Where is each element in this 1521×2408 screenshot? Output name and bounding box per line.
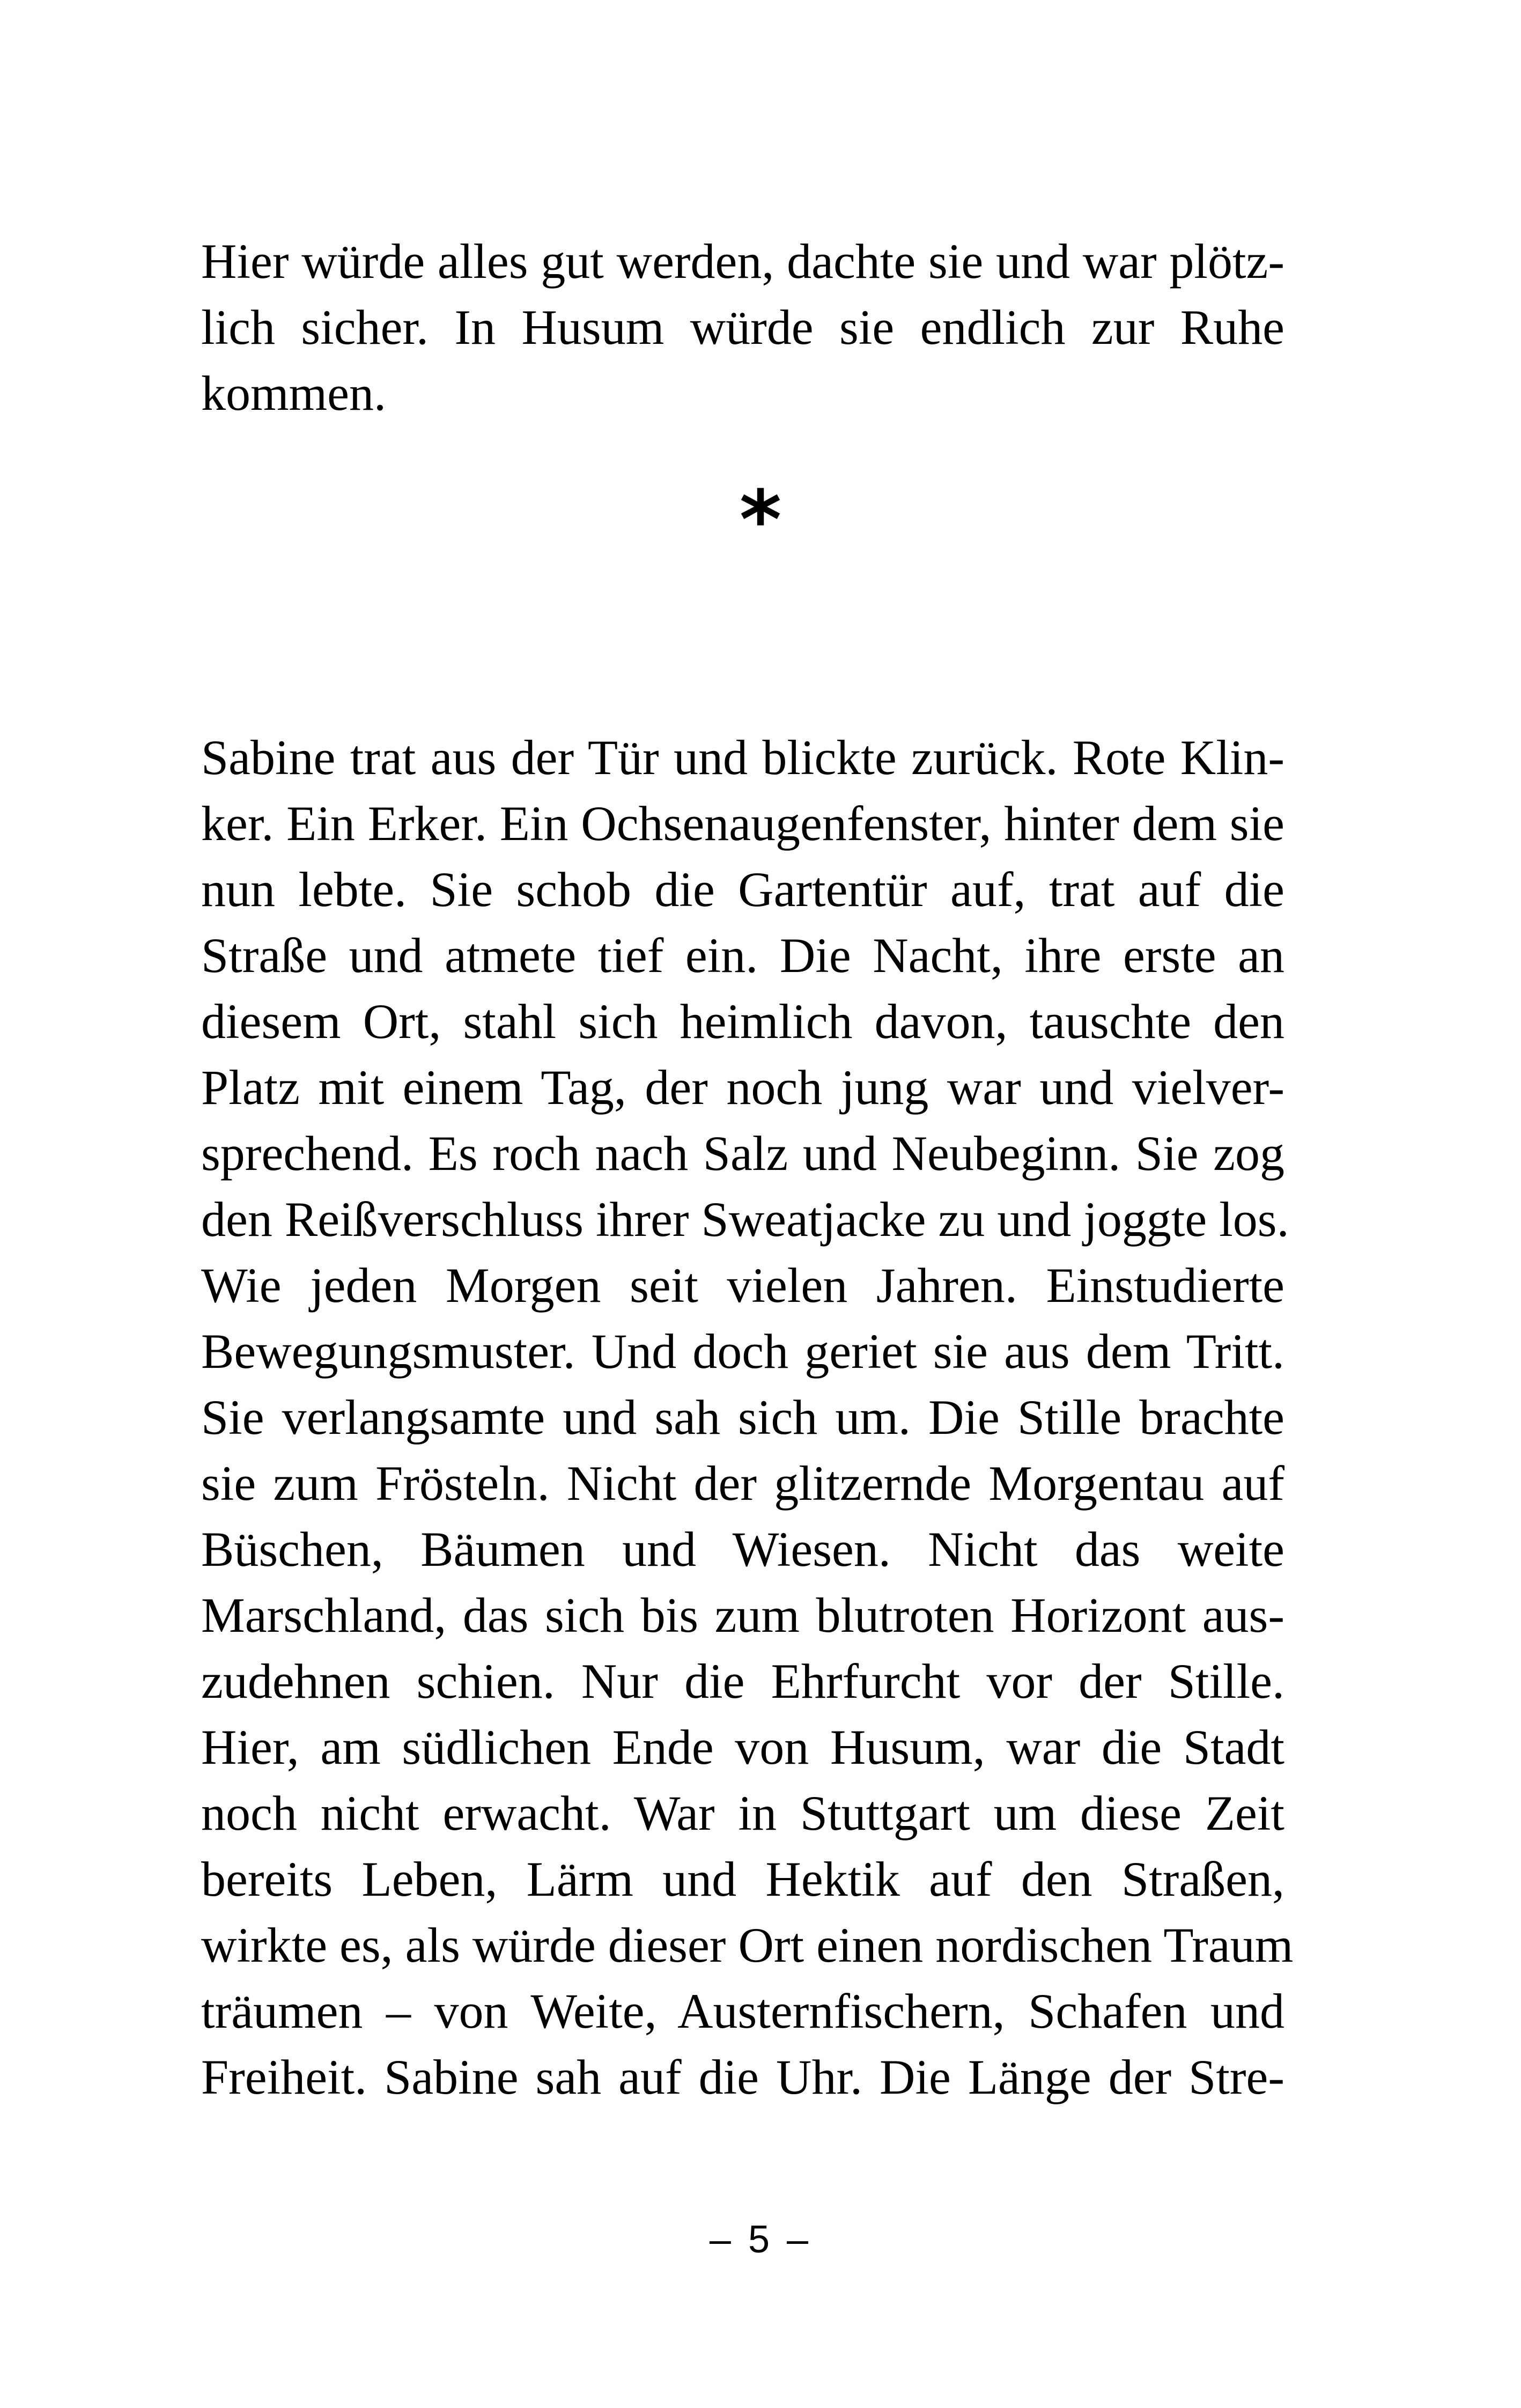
text-line: diesem Ort, stahl sich heimlich davon, tauschte den	[201, 994, 1284, 1049]
text-line: ker. Ein Erker. Ein Ochsenaugenfenster, hinter dem sie	[201, 796, 1284, 851]
text-line: Wie jeden Morgen seit vielen Jahren. Einstudierte	[201, 1258, 1284, 1313]
text-line: Platz mit einem Tag, der noch jung war und vielver-	[201, 1060, 1284, 1115]
section-separator-asterisk: *	[739, 474, 782, 567]
text-line: den Reißverschluss ihrer Sweatjacke zu und joggte los.	[201, 1192, 1289, 1247]
text-line: bereits Leben, Lärm und Hektik auf den Straßen,	[201, 1852, 1284, 1906]
text-line: Freiheit. Sabine sah auf die Uhr. Die Länge der Stre-	[201, 2050, 1284, 2104]
text-line: träumen – von Weite, Austernfischern, Schafen und	[201, 1984, 1284, 2038]
text-line: sprechend. Es roch nach Salz und Neubeginn. Sie zog	[201, 1126, 1284, 1181]
paragraph-2	[201, 725, 1294, 2110]
text-line: Büschen, Bäumen und Wiesen. Nicht das weite	[201, 1522, 1284, 1577]
text-line: Marschland, das sich bis zum blutroten Horizont aus-	[201, 1588, 1284, 1643]
text-line: wirkte es, als würde dieser Ort einen nordischen Traum	[201, 1918, 1294, 1972]
page-number: – 5 –	[709, 2218, 812, 2261]
text-line: Sie verlangsamte und sah sich um. Die Stille brachte	[201, 1390, 1284, 1445]
text-line: lich sicher. In Husum würde sie endlich zur Ruhe	[201, 300, 1284, 355]
text-line: Sabine trat aus der Tür und blickte zurück. Rote Klin-	[201, 730, 1284, 785]
text-line: Bewegungsmuster. Und doch geriet sie aus dem Tritt.	[201, 1324, 1284, 1379]
text-line: Hier würde alles gut werden, dachte sie und war plötz-	[201, 234, 1284, 289]
text-line: sie zum Frösteln. Nicht der glitzernde Morgentau auf	[201, 1456, 1284, 1511]
text-line: noch nicht erwacht. War in Stuttgart um diese Zeit	[201, 1786, 1284, 1840]
text-line: zudehnen schien. Nur die Ehrfurcht vor der Stille.	[201, 1654, 1284, 1709]
text-line: Hier, am südlichen Ende von Husum, war die Stadt	[201, 1720, 1284, 1774]
text-line: kommen.	[201, 366, 386, 421]
text-line: nun lebte. Sie schob die Gartentür auf, trat auf die	[201, 862, 1284, 917]
text-line: Straße und atmete tief ein. Die Nacht, ihre erste an	[201, 928, 1284, 983]
paragraph-1	[201, 229, 1284, 426]
